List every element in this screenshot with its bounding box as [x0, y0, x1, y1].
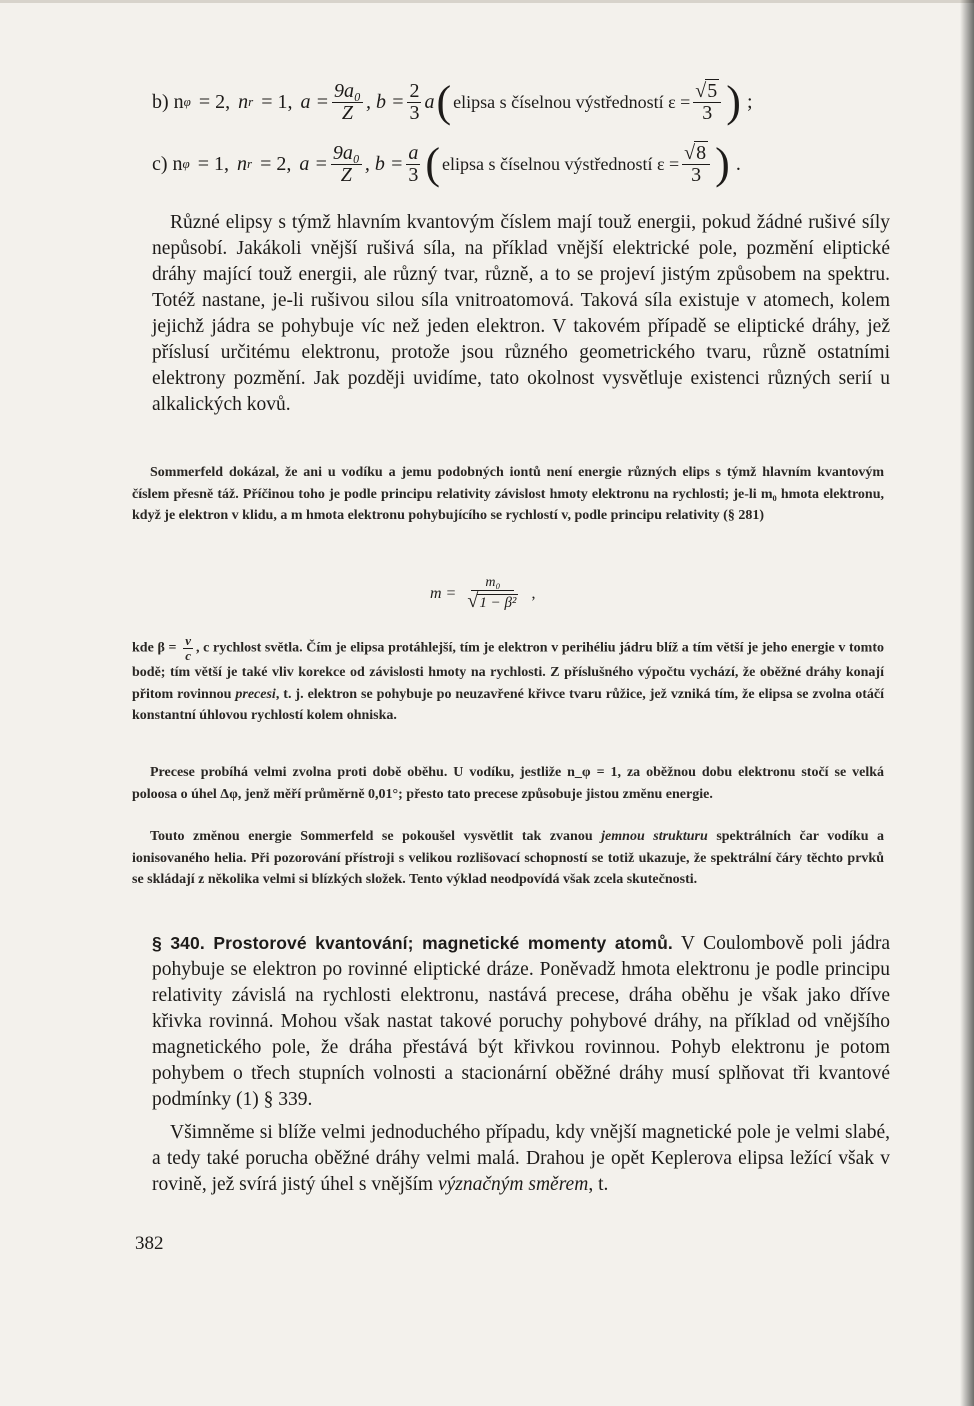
formula-c-right-paren: ): [715, 139, 730, 188]
kde-rest: , c rychlost světla. Čím je elipsa protáhlejší, tím je elektron v perihéliu jádru blíž a tím větší je jeho energie v tomto bodě; tím větší je také vliv korekce od závislosti hmoty na rychlosti. Z příslušného výpočtu vychází, že oběžné dráhy konají přitom rovinnou: [132, 640, 885, 702]
main-paragraph-3: [152, 1120, 890, 1200]
formula-b-end: ;: [746, 90, 753, 113]
formula-c-eps-numerator: √8: [682, 143, 710, 165]
small3-italic: jemnou strukturu: [601, 829, 708, 844]
formula-b-subscript-phi: φ: [183, 94, 191, 109]
formula-c-end: .: [735, 152, 741, 175]
para3-start: Všimněme si blíže velmi jednoduchého případu, kdy vnější magnetické pole je velmi slabé, a tedy také porucha oběžné dráhy velmi malá. Drahou je opět Keplerova elipsa ležící však v rovině, jež svírá jistý úhel s vnějším: [152, 1122, 890, 1195]
note-paragraph-jemna-struktura: [132, 826, 884, 914]
small3-start: Touto změnou energie Sommerfeld se pokoušel vysvětlit tak zvanou: [150, 829, 593, 844]
small3-rest: spektrálních čar vodíku a ionisovaného helia. Při pozorování přístroji s velikou rozlišovací schopností se totiž ukazuje, že spektrální čáry těchto prvků se skládají z několika velmi si blízkých složek. Tento výklad neodpovídá však zcela skutečnosti.: [132, 829, 885, 887]
section-340-paragraph: [152, 930, 890, 1120]
formula-b-b-tail: a: [424, 90, 435, 113]
mass-formula-denominator: √1 − β²: [467, 590, 517, 613]
note-paragraph-sommerfeld: Sommerfeld dokázal, že ani u vodíku a jemu podobných iontů není energie různých elips s týmž hlavním kvantovým číslem přesně táž. Příčinou toho je podle principu relativity závislost hmoty elektronu na rychlosti; je-li m₀ hmota elektronu, když je elektron v klidu, a m hmota elektronu pohybujícího se rychlostí v, podle principu relativity (§ 281): [132, 465, 884, 523]
formula-c-b-numerator: a: [408, 141, 419, 164]
formula-c-subscript-r: r: [247, 156, 253, 171]
formula-c: [152, 139, 892, 188]
top-edge-line: [0, 0, 974, 3]
mass-formula-lhs: m =: [430, 585, 457, 602]
kde-fraction-numerator: v: [185, 633, 191, 648]
kde-fraction: [183, 634, 193, 662]
formula-c-a-denominator: Z: [340, 163, 352, 186]
formula-c-b-fraction: [406, 143, 420, 186]
mass-formula-tail: ,: [531, 585, 536, 602]
formula-c-label: c) n: [152, 152, 183, 175]
formula-c-b-denominator: 3: [408, 163, 419, 186]
page-number: 382: [135, 1233, 164, 1254]
page-edge-shadow: [960, 0, 974, 1406]
formula-b-right-paren: ): [726, 77, 741, 126]
formula-b-left-paren: (: [436, 77, 452, 126]
mass-formula-radicand: 1 − β²: [479, 595, 517, 612]
formula-c-paren-text: elipsa s číselnou výstředností ε =: [441, 153, 680, 174]
formula-c-eq2: = 2,: [260, 152, 292, 175]
formula-b-label: b) n: [152, 90, 184, 113]
formula-b-b-fraction: [407, 81, 421, 124]
formula-c-left-paren: (: [425, 139, 440, 188]
formula-c-nr: n: [237, 152, 248, 175]
relativistic-mass-formula: [430, 564, 600, 624]
formula-c-a-lhs: a =: [299, 152, 328, 175]
formula-b-a-denominator: Z: [341, 101, 354, 124]
formula-b-paren-text: elipsa s číselnou výstředností ε =: [453, 91, 691, 112]
mass-formula-numerator: m₀: [471, 576, 514, 592]
formula-b-subscript-r: r: [248, 94, 254, 109]
section-heading: § 340. Prostorové kvantování; magnetické momenty atomů.: [152, 933, 673, 953]
para3-end: , t.: [588, 1174, 609, 1195]
formula-b-eq1: = 2,: [198, 90, 231, 113]
formula-b-eps-numerator: √5: [693, 81, 721, 103]
formula-c-a-fraction: [331, 143, 362, 186]
formula-b-a-lhs: a =: [300, 90, 329, 113]
main-paragraph-1: Různé elipsy s týmž hlavním kvantovým číslem mají touž energii, pokud žádné rušivé síly nepůsobí. Jakákoli vnější rušivá síla, na příklad vnější elektrické pole, pozmění eliptické dráhy mající touž energii, ale různý tvar, různě, a to se projeví jistým způsobem na spektru. Totéž nastane, je-li rušivou silou síla vnitroatomová. Taková síla existuje v atomech, kolem jejichž jádra se pohybuje víc než jeden elektron. V takovém případě se eliptické dráhy, jež příslusí určitému elektronu, protože jsou různého geometrického tvaru, různě ostatními elektrony pozmění. Jak později uvidíme, tato okolnost vysvětluje existenci různých serií u alkalických kovů.: [152, 212, 890, 415]
kde-fraction-denominator: c: [185, 647, 191, 663]
para3-italic: význačným směrem: [437, 1174, 589, 1195]
kde-end: , t. j. elektron se pohybuje po neuzavřené křivce tvaru růžice, jež vzniká tím, že elipsa se zvolna otáčí konstantní úhlovou rychlostí kolem ohniska.: [132, 686, 885, 724]
mass-formula-fraction: [465, 576, 520, 613]
formula-c-eps-fraction: [682, 143, 710, 186]
formula-c-eps-radicand: 8: [696, 141, 707, 164]
formula-c-eps-denominator: 3: [691, 163, 702, 186]
formula-b-b-denominator: 3: [409, 101, 420, 124]
formula-c-b-lhs: , b =: [364, 152, 404, 175]
formula-b-b-numerator: 2: [409, 79, 420, 102]
formula-b-b-lhs: , b =: [365, 90, 405, 113]
formula-b-nr: n: [238, 90, 249, 113]
formula-c-a-numerator: 9a₀: [332, 141, 360, 164]
formula-b-a-numerator: 9a₀: [334, 79, 361, 102]
formula-b-eps-denominator: 3: [702, 101, 713, 124]
note-paragraph-kde: [132, 634, 884, 754]
formula-c-eq1: = 1,: [197, 152, 230, 175]
formula-b-eq2: = 1,: [261, 90, 293, 113]
section-body: V Coulombově poli jádra pohybuje se elektron po rovinné eliptické dráze. Poněvadž hmota elektronu je podle principu relativity závislá na rychlosti elektronu, nastává precese, dráha oběhu je však jako dříve křivka rovinná. Mohou však nastat takové poruchy pohybové dráhy, na příklad od vnějšího magnetického pole, že dráha přestává být křivkou rovinnou. Pohyb elektronu je potom pohybem o třech stupních volnosti a stacionární oběžné dráhy musí splňovat tři kvantové podmínky (1) § 339.: [152, 933, 890, 1110]
note-paragraph-precese: Precese probíhá velmi zvolna proti době oběhu. U vodíku, jestliže n_φ = 1, za oběžnou dobu elektronu stočí se velká poloosa o úhel Δφ, jenž měří průměrně 0,01°; přesto tato precese způsobuje jistou změnu energie.: [132, 765, 884, 802]
formula-b-eps-radicand: 5: [707, 79, 718, 102]
formula-b: [152, 77, 892, 126]
formula-b-a-fraction: [332, 81, 363, 124]
formula-c-subscript-phi: φ: [182, 156, 190, 171]
kde-italic-precesi: precesi: [235, 686, 276, 702]
formula-b-eps-fraction: [693, 81, 721, 124]
kde-start: kde β =: [132, 640, 177, 656]
